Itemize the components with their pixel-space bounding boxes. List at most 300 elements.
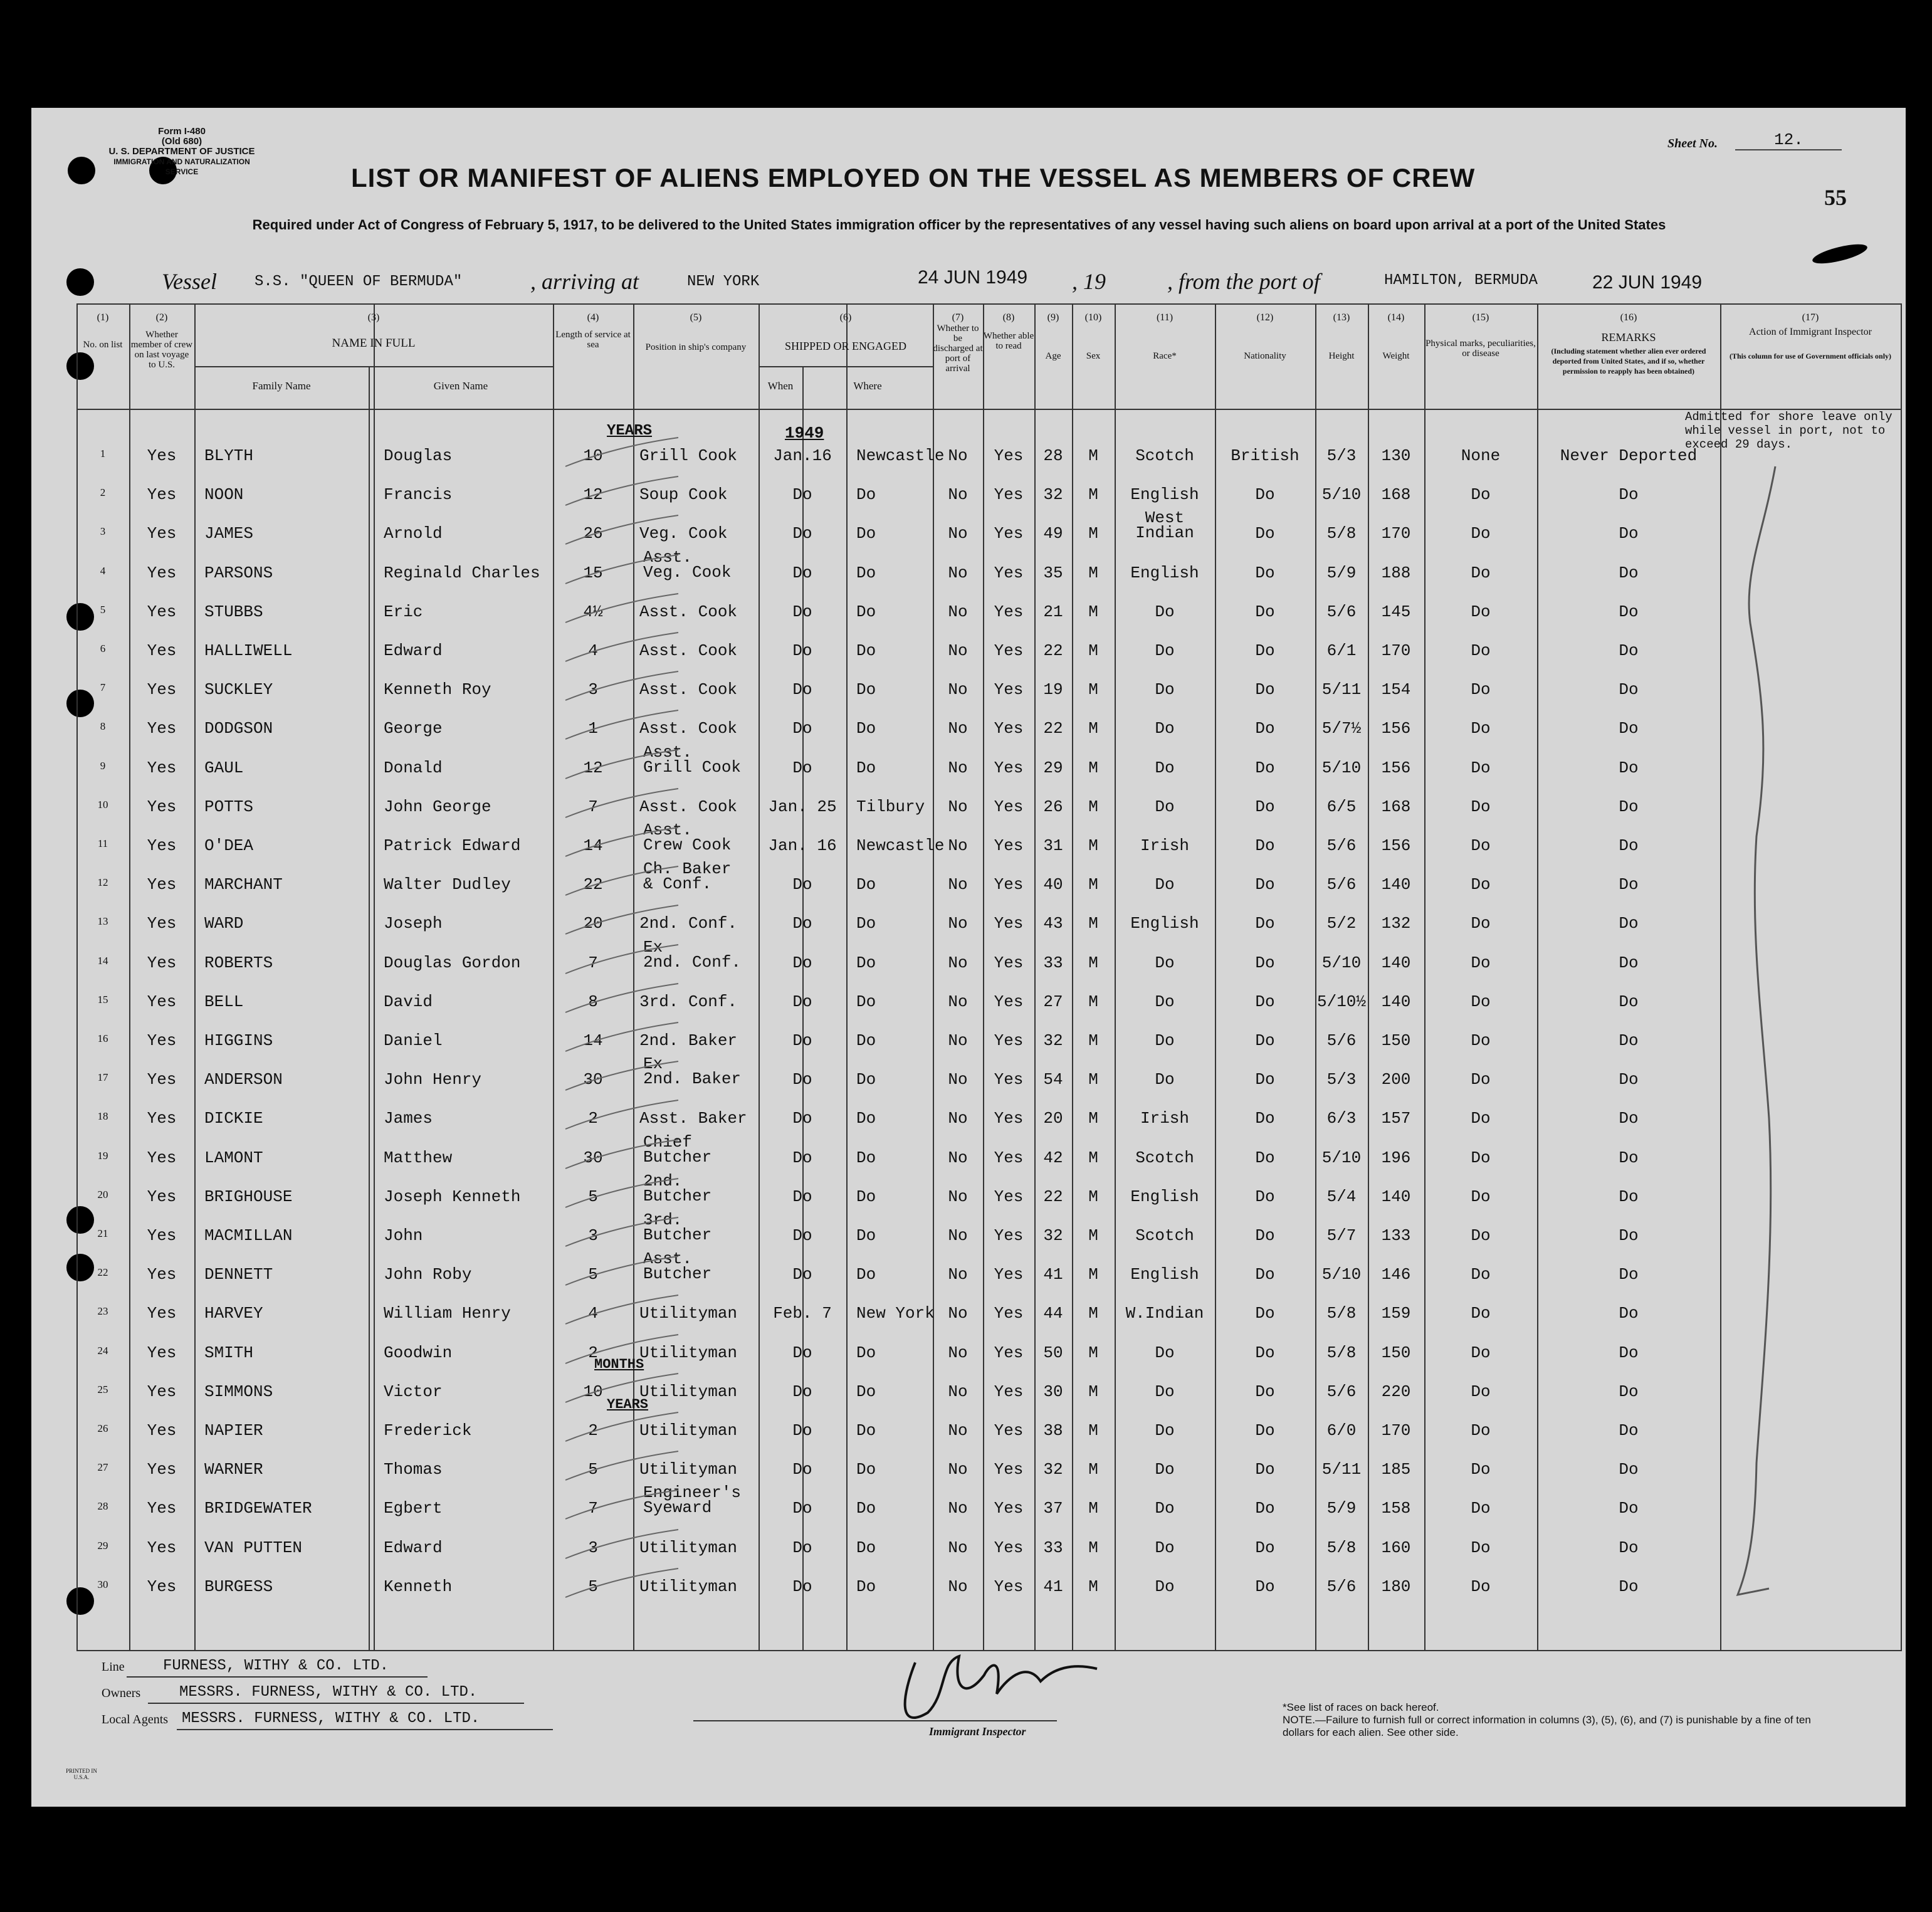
cell-read: Yes [994, 1265, 1024, 1284]
cell-weight: 145 [1381, 602, 1411, 621]
cell-given: John Henry [384, 1070, 482, 1090]
cell-given: John Roby [384, 1265, 472, 1284]
cell-marks: Do [1471, 1538, 1491, 1557]
cell-when: Do [792, 641, 812, 660]
agents-value: MESSRS. FURNESS, WITHY & CO. LTD. [182, 1710, 480, 1727]
cell-when: Do [792, 1265, 812, 1284]
cell-marks: Do [1471, 1109, 1491, 1128]
cell-height: 5/3 [1326, 446, 1357, 465]
cell-where: Newcastle [856, 836, 945, 855]
header-length-service: Length of service at sea [555, 330, 631, 350]
cell-service: 2 [588, 1109, 598, 1128]
cell-height: 5/8 [1326, 1304, 1357, 1323]
cell-disch: No [948, 797, 968, 816]
table-row [76, 1133, 1901, 1172]
pencil-check-mark [559, 1098, 685, 1135]
cell-where: Do [856, 758, 876, 777]
cell-family: HALLIWELL [204, 641, 293, 660]
owners-underline [148, 1703, 524, 1704]
cell-position: Asst. Grill Cook [643, 742, 742, 777]
cell-age: 32 [1043, 485, 1063, 505]
cell-service: 4½ [583, 602, 603, 621]
pencil-check-mark [559, 474, 685, 512]
table-top-border [76, 303, 1901, 305]
cell-remarks: Do [1619, 602, 1639, 621]
cell-nat: Do [1255, 914, 1275, 933]
row-number: 18 [97, 1110, 108, 1123]
cell-marks: Do [1471, 524, 1491, 544]
cell-weight: 156 [1381, 836, 1411, 855]
cell-disch: No [948, 524, 968, 544]
cell-when: Do [792, 914, 812, 933]
cell-given: Thomas [384, 1460, 443, 1479]
cell-family: WARNER [204, 1460, 263, 1479]
cell-family: LAMONT [204, 1148, 263, 1167]
cell-marks: Do [1471, 1187, 1491, 1206]
cell-height: 5/7½ [1321, 719, 1362, 738]
cell-remarks: Do [1619, 1148, 1639, 1167]
pencil-check-mark [559, 1020, 685, 1058]
cell-sex: M [1088, 1070, 1098, 1090]
cell-race: Do [1155, 602, 1175, 621]
punch-hole [68, 157, 95, 184]
cell-nat: Do [1255, 836, 1275, 855]
cell-family: JAMES [204, 524, 254, 544]
row-number: 8 [100, 720, 106, 733]
column-number: (10) [1084, 312, 1102, 323]
inspector-signature-line [693, 1720, 1057, 1721]
cell-family: DENNETT [204, 1265, 273, 1284]
row-number: 12 [97, 876, 108, 889]
cell-height: 6/3 [1326, 1109, 1357, 1128]
cell-disch: No [948, 1226, 968, 1245]
crew-table [76, 303, 1901, 1651]
cell-when: Do [792, 524, 812, 544]
cell-nat: Do [1255, 797, 1275, 816]
cell-where: Do [856, 680, 876, 700]
cell-service: 3 [588, 680, 598, 700]
cell-when: Do [792, 680, 812, 700]
cell-member: Yes [147, 719, 177, 738]
cell-disch: No [948, 1499, 968, 1518]
cell-marks: Do [1471, 797, 1491, 816]
cell-weight: 170 [1381, 641, 1411, 660]
years-annotation: YEARS [607, 423, 653, 439]
header-age: Age [1045, 351, 1061, 361]
cell-position: Ex 2nd. Baker [643, 1054, 742, 1089]
cell-remarks: Do [1619, 1109, 1639, 1128]
cell-position: 2nd. Conf. [639, 914, 738, 933]
cell-sex: M [1088, 1577, 1098, 1596]
cell-when: Jan. 25 [768, 797, 837, 816]
cell-age: 54 [1043, 1070, 1063, 1090]
cell-nat: Do [1255, 1499, 1275, 1518]
cell-sex: M [1088, 836, 1098, 855]
cell-service: 4 [588, 641, 598, 660]
cell-nat: Do [1255, 1226, 1275, 1245]
cell-nat: Do [1255, 1421, 1275, 1440]
pencil-check-mark [559, 630, 685, 668]
cell-given: Kenneth Roy [384, 680, 491, 700]
cell-race: Do [1155, 1070, 1175, 1090]
pencil-check-mark [559, 1488, 685, 1525]
cell-race: English [1130, 485, 1199, 505]
manifest-sheet [31, 108, 1906, 1807]
cell-where: Do [856, 1187, 876, 1206]
header-able-read: Whether able to read [983, 331, 1034, 351]
table-row [76, 1172, 1901, 1211]
cell-sex: M [1088, 524, 1098, 544]
cell-position: Engineer's Syeward [643, 1483, 742, 1518]
cell-weight: 130 [1381, 446, 1411, 465]
cell-sex: M [1088, 1343, 1098, 1362]
cell-given: Daniel [384, 1031, 443, 1050]
table-row [76, 1328, 1901, 1367]
cell-member: Yes [147, 1343, 177, 1362]
cell-disch: No [948, 1304, 968, 1323]
cell-where: Do [856, 953, 876, 972]
cell-read: Yes [994, 1148, 1024, 1167]
cell-age: 44 [1043, 1304, 1063, 1323]
cell-given: John George [384, 797, 491, 816]
cell-nat: British [1231, 446, 1299, 465]
cell-age: 40 [1043, 875, 1063, 895]
cell-age: 37 [1043, 1499, 1063, 1518]
cell-marks: Do [1471, 641, 1491, 660]
cell-marks: Do [1471, 1382, 1491, 1401]
cell-weight: 140 [1381, 953, 1411, 972]
cell-nat: Do [1255, 1382, 1275, 1401]
cell-member: Yes [147, 563, 177, 582]
cell-read: Yes [994, 641, 1024, 660]
column-number: (5) [690, 312, 702, 323]
cell-position: Asst. Baker [639, 1109, 747, 1128]
pencil-check-mark [559, 747, 685, 785]
cell-when: Do [792, 1421, 812, 1440]
header-action: Action of Immigrant Inspector [1749, 327, 1872, 337]
cell-where: Do [856, 1460, 876, 1479]
cell-race: Do [1155, 641, 1175, 660]
cell-weight: 180 [1381, 1577, 1411, 1596]
cell-nat: Do [1255, 1460, 1275, 1479]
cell-member: Yes [147, 1265, 177, 1284]
cell-remarks: Do [1619, 992, 1639, 1011]
cell-weight: 140 [1381, 875, 1411, 895]
cell-when: Do [792, 1382, 812, 1401]
sheet-underline [1735, 149, 1842, 150]
cell-race: Do [1155, 953, 1175, 972]
header-shipped-engaged: SHIPPED OR ENGAGED [784, 340, 906, 352]
cell-family: SMITH [204, 1343, 254, 1362]
cell-race: Do [1155, 1460, 1175, 1479]
table-row [76, 1016, 1901, 1055]
cell-when: Do [792, 1460, 812, 1479]
cell-height: 5/2 [1326, 914, 1357, 933]
cell-where: Do [856, 1538, 876, 1557]
table-row [76, 938, 1901, 977]
header-when: When [767, 380, 794, 392]
cell-when: Do [792, 1499, 812, 1518]
cell-given: Douglas [384, 446, 453, 465]
cell-where: Do [856, 1109, 876, 1128]
cell-read: Yes [994, 1460, 1024, 1479]
cell-age: 41 [1043, 1265, 1063, 1284]
cell-height: 5/8 [1326, 524, 1357, 544]
header-bottom-border [76, 409, 1901, 410]
cell-sex: M [1088, 758, 1098, 777]
row-number: 21 [97, 1227, 108, 1239]
cell-age: 38 [1043, 1421, 1063, 1440]
cell-remarks: Do [1619, 1304, 1639, 1323]
cell-read: Yes [994, 1538, 1024, 1557]
cell-read: Yes [994, 1577, 1024, 1596]
cell-race: Do [1155, 875, 1175, 895]
punch-hole [66, 268, 94, 296]
cell-service: 15 [583, 563, 603, 582]
cell-service: 5 [588, 1577, 598, 1596]
cell-disch: No [948, 485, 968, 505]
cell-member: Yes [147, 1226, 177, 1245]
pencil-check-mark [559, 1293, 685, 1330]
cell-height: 5/6 [1326, 1382, 1357, 1401]
cell-position: Utilityman [639, 1421, 738, 1440]
cell-sex: M [1088, 1109, 1098, 1128]
cell-disch: No [948, 602, 968, 621]
cell-read: Yes [994, 1187, 1024, 1206]
cell-weight: 140 [1381, 992, 1411, 1011]
cell-height: 5/6 [1326, 602, 1357, 621]
row-number: 2 [100, 486, 106, 499]
cell-when: Do [792, 719, 812, 738]
cell-family: POTTS [204, 797, 254, 816]
pencil-check-mark [559, 1059, 685, 1096]
cell-age: 21 [1043, 602, 1063, 621]
cell-member: Yes [147, 485, 177, 505]
table-row [76, 977, 1901, 1016]
cell-read: Yes [994, 1304, 1024, 1323]
cell-when: Do [792, 1226, 812, 1245]
cell-when: Jan. 16 [768, 836, 837, 855]
cell-service: 12 [583, 485, 603, 505]
pencil-check-mark [559, 1410, 685, 1447]
cell-service: 14 [583, 836, 603, 855]
pencil-check-mark [559, 708, 685, 745]
cell-family: BRIDGEWATER [204, 1499, 312, 1518]
cell-age: 33 [1043, 1538, 1063, 1557]
cell-marks: Do [1471, 953, 1491, 972]
cell-disch: No [948, 719, 968, 738]
cell-sex: M [1088, 1187, 1098, 1206]
cell-race: Do [1155, 1031, 1175, 1050]
column-number: (9) [1047, 312, 1059, 323]
cell-when: Jan.16 [773, 446, 832, 465]
cell-family: DODGSON [204, 719, 273, 738]
cell-age: 50 [1043, 1343, 1063, 1362]
cell-member: Yes [147, 1499, 177, 1518]
cell-position: Chief Butcher [643, 1132, 712, 1167]
cell-given: James [384, 1109, 433, 1128]
cell-sex: M [1088, 875, 1098, 895]
cell-sex: M [1088, 680, 1098, 700]
cell-age: 49 [1043, 524, 1063, 544]
cell-race: English [1130, 914, 1199, 933]
cell-weight: 170 [1381, 1421, 1411, 1440]
row-number: 6 [100, 643, 106, 654]
cell-marks: Do [1471, 602, 1491, 621]
cell-disch: No [948, 1421, 968, 1440]
cell-service: 5 [588, 1265, 598, 1284]
agents-underline [177, 1729, 553, 1730]
cell-race: Do [1155, 1538, 1175, 1557]
cell-position: Asst. Cook [639, 680, 738, 700]
cell-disch: No [948, 563, 968, 582]
cell-weight: 168 [1381, 485, 1411, 505]
cell-height: 5/8 [1326, 1343, 1357, 1362]
cell-marks: Do [1471, 1421, 1491, 1440]
cell-position: Ex 2nd. Conf. [643, 937, 742, 972]
cell-sex: M [1088, 797, 1098, 816]
cell-marks: Do [1471, 1460, 1491, 1479]
cell-given: Goodwin [384, 1343, 453, 1362]
cell-sex: M [1088, 1226, 1098, 1245]
cell-family: GAUL [204, 758, 244, 777]
cell-marks: Do [1471, 1148, 1491, 1167]
column-number: (6) [839, 312, 852, 323]
row-number: 7 [100, 681, 106, 694]
header-physical-marks: Physical marks, peculiarities, or disease [1425, 339, 1536, 359]
cell-marks: Do [1471, 1265, 1491, 1284]
cell-height: 6/0 [1326, 1421, 1357, 1440]
inspector-label: Immigrant Inspector [929, 1725, 1026, 1738]
cell-member: Yes [147, 602, 177, 621]
cell-nat: Do [1255, 875, 1275, 895]
cell-height: 5/7 [1326, 1226, 1357, 1245]
cell-read: Yes [994, 680, 1024, 700]
cell-when: Do [792, 992, 812, 1011]
pencil-check-mark [559, 825, 685, 863]
departure-date-stamp: 22 JUN 1949 [1592, 272, 1703, 293]
table-row [76, 1250, 1901, 1289]
arrival-date-stamp: 24 JUN 1949 [918, 267, 1028, 288]
cell-weight: 158 [1381, 1499, 1411, 1518]
cell-weight: 133 [1381, 1226, 1411, 1245]
cell-marks: Do [1471, 485, 1491, 505]
cell-given: Victor [384, 1382, 443, 1401]
line-label: Line [102, 1660, 125, 1674]
table-row [76, 1367, 1901, 1406]
cell-where: Do [856, 1343, 876, 1362]
cell-race: English [1130, 1187, 1199, 1206]
cell-sex: M [1088, 563, 1098, 582]
cell-member: Yes [147, 1187, 177, 1206]
table-row [76, 549, 1901, 587]
cell-remarks: Do [1619, 524, 1639, 544]
column-number: (11) [1156, 312, 1173, 323]
cell-given: Patrick Edward [384, 836, 521, 855]
cell-remarks: Do [1619, 1187, 1639, 1206]
table-row [76, 1445, 1901, 1484]
cell-marks: Do [1471, 719, 1491, 738]
cell-read: Yes [994, 758, 1024, 777]
header-given-name: Given Name [433, 380, 488, 392]
cell-position: Asst. Butcher [643, 1249, 712, 1284]
cell-marks: Do [1471, 992, 1491, 1011]
cell-read: Yes [994, 1226, 1024, 1245]
owners-value: MESSRS. FURNESS, WITHY & CO. LTD. [179, 1684, 478, 1701]
cell-given: Kenneth [384, 1577, 453, 1596]
cell-when: Do [792, 1070, 812, 1090]
cell-family: DICKIE [204, 1109, 263, 1128]
cell-age: 28 [1043, 446, 1063, 465]
agents-label: Local Agents [102, 1713, 169, 1726]
cell-where: Do [856, 485, 876, 505]
cell-service: 2 [588, 1343, 598, 1362]
cell-member: Yes [147, 1304, 177, 1323]
cell-given: David [384, 992, 433, 1011]
cell-position: Utilityman [639, 1577, 738, 1596]
cell-family: WARD [204, 914, 244, 933]
cell-sex: M [1088, 1460, 1098, 1479]
cell-family: HARVEY [204, 1304, 263, 1323]
cell-where: Do [856, 641, 876, 660]
cell-where: Do [856, 875, 876, 895]
cell-read: Yes [994, 602, 1024, 621]
cell-marks: Do [1471, 1577, 1491, 1596]
row-number: 13 [97, 915, 108, 928]
pencil-check-mark [559, 864, 685, 901]
header-whether-member: Whether member of crew on last voyage to U.S. [130, 330, 193, 370]
cell-nat: Do [1255, 1304, 1275, 1323]
cell-service: 10 [583, 446, 603, 465]
cell-member: Yes [147, 1031, 177, 1050]
header-family-name: Family Name [252, 380, 311, 392]
cell-family: MACMILLAN [204, 1226, 293, 1245]
cell-family: ANDERSON [204, 1070, 283, 1090]
cell-disch: No [948, 992, 968, 1011]
cell-member: Yes [147, 1148, 177, 1167]
form-number: Form I-480 [158, 126, 206, 137]
cell-position: Asst. Cook [639, 641, 738, 660]
cell-given: Joseph Kenneth [384, 1187, 521, 1206]
cell-nat: Do [1255, 1265, 1275, 1284]
cell-age: 20 [1043, 1109, 1063, 1128]
months-annotation: MONTHS [594, 1357, 644, 1372]
cell-weight: 146 [1381, 1265, 1411, 1284]
arriving-label: , arriving at [530, 269, 639, 294]
pencil-check-mark [559, 942, 685, 980]
cell-member: Yes [147, 875, 177, 895]
year-label: , 19 [1072, 269, 1106, 294]
cell-given: Edward [384, 1538, 443, 1557]
cell-where: Newcastle [856, 446, 945, 465]
printer-mark: PRINTED IN U.S.A. [66, 1768, 97, 1780]
cell-race: Do [1155, 1499, 1175, 1518]
pencil-check-mark [559, 786, 685, 824]
cell-position: Ch. Baker & Conf. [643, 859, 732, 894]
vessel-name: S.S. "QUEEN OF BERMUDA" [255, 273, 463, 290]
name-subheader-line [194, 366, 553, 367]
column-number: (13) [1333, 312, 1350, 323]
row-number: 22 [97, 1266, 108, 1279]
cell-where: Do [856, 563, 876, 582]
cell-read: Yes [994, 1382, 1024, 1401]
table-row [76, 1289, 1901, 1328]
cell-weight: 140 [1381, 1187, 1411, 1206]
cell-nat: Do [1255, 1343, 1275, 1362]
cell-when: Do [792, 1109, 812, 1128]
cell-weight: 185 [1381, 1460, 1411, 1479]
cell-read: Yes [994, 875, 1024, 895]
